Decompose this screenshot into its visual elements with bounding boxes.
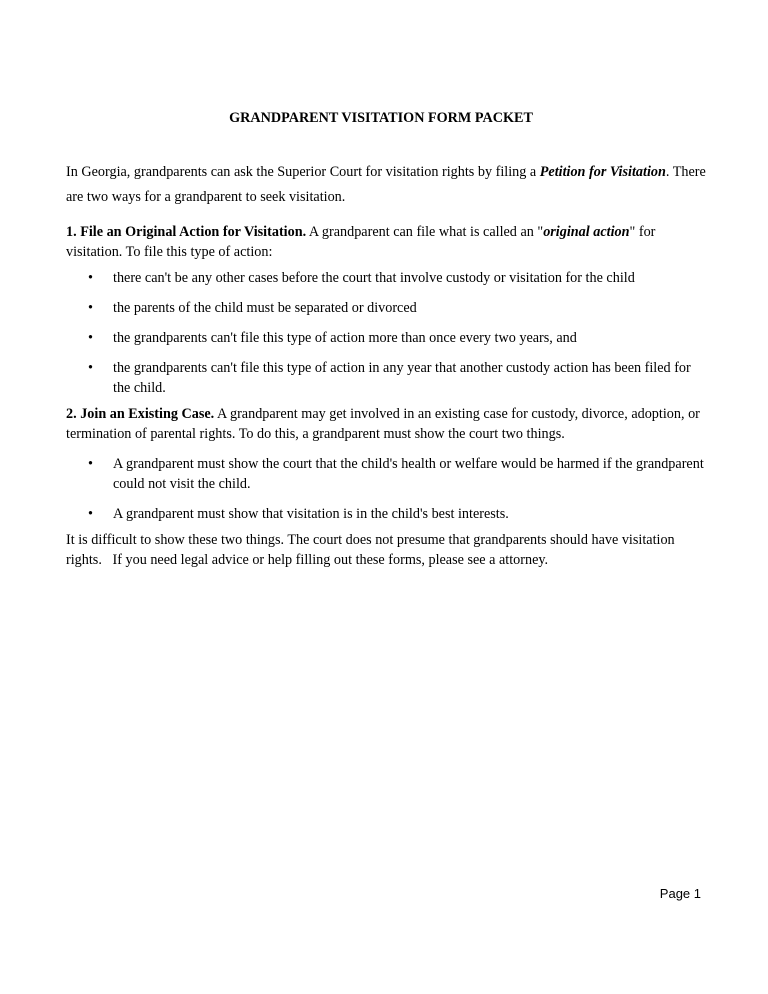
intro-text-after: . There are two ways for a grandparent to seek visitation. xyxy=(66,164,706,205)
bullet-icon: • xyxy=(88,330,93,346)
list-item-text: the grandparents can't file this type of action in any year that another custody action has been filed for the child. xyxy=(113,360,691,396)
list-item-text: the grandparents can't file this type of action more than once every two years, and xyxy=(113,330,577,346)
bullet-icon: • xyxy=(88,270,93,286)
list-item xyxy=(66,268,706,288)
section1-heading: 1. File an Original Action for Visitation. xyxy=(66,224,307,240)
page-number: Page 1 xyxy=(659,886,701,901)
section1-emphasis: original action xyxy=(543,224,630,240)
section2-bullet-list xyxy=(66,454,706,524)
section1-bullet-list xyxy=(66,268,706,398)
document-body xyxy=(66,160,706,570)
list-item xyxy=(66,298,706,318)
section2-paragraph xyxy=(66,404,706,444)
list-item xyxy=(66,454,706,494)
intro-text-before: In Georgia, grandparents can ask the Superior Court for visitation rights by filing a xyxy=(66,164,540,180)
list-item-text: A grandparent must show that visitation is in the child's best interests. xyxy=(113,506,509,522)
bullet-icon: • xyxy=(88,360,93,376)
list-item xyxy=(66,504,706,524)
bullet-icon: • xyxy=(88,456,93,472)
bullet-icon: • xyxy=(88,506,93,522)
section2-heading: 2. Join an Existing Case. xyxy=(66,406,215,422)
intro-emphasis: Petition for Visitation xyxy=(539,164,666,180)
list-item-text: A grandparent must show the court that the child's health or welfare would be harmed if the grandparent could not visit the child. xyxy=(113,456,704,492)
bullet-icon: • xyxy=(88,300,93,316)
list-item xyxy=(66,358,706,398)
intro-paragraph xyxy=(66,160,706,210)
section1-text-after: " for visitation. To file this type of action: xyxy=(66,224,656,260)
section1-text-before: A grandparent can file what is called an " xyxy=(306,224,544,240)
closing-paragraph: It is difficult to show these two things. The court does not presume that grandparents should have visitation rights. If you need legal advice or help filling out these forms, please see a attorney. xyxy=(66,532,679,568)
section1-paragraph xyxy=(66,222,706,262)
list-item xyxy=(66,328,706,348)
list-item-text: there can't be any other cases before the court that involve custody or visitation for the child xyxy=(113,270,635,286)
document-title: GRANDPARENT VISITATION FORM PACKET xyxy=(229,110,533,126)
list-item-text: the parents of the child must be separated or divorced xyxy=(113,300,417,316)
section2-text: A grandparent may get involved in an existing case for custody, divorce, adoption, or termination of parental rights. To do this, a grandparent must show the court two things. xyxy=(66,406,700,442)
